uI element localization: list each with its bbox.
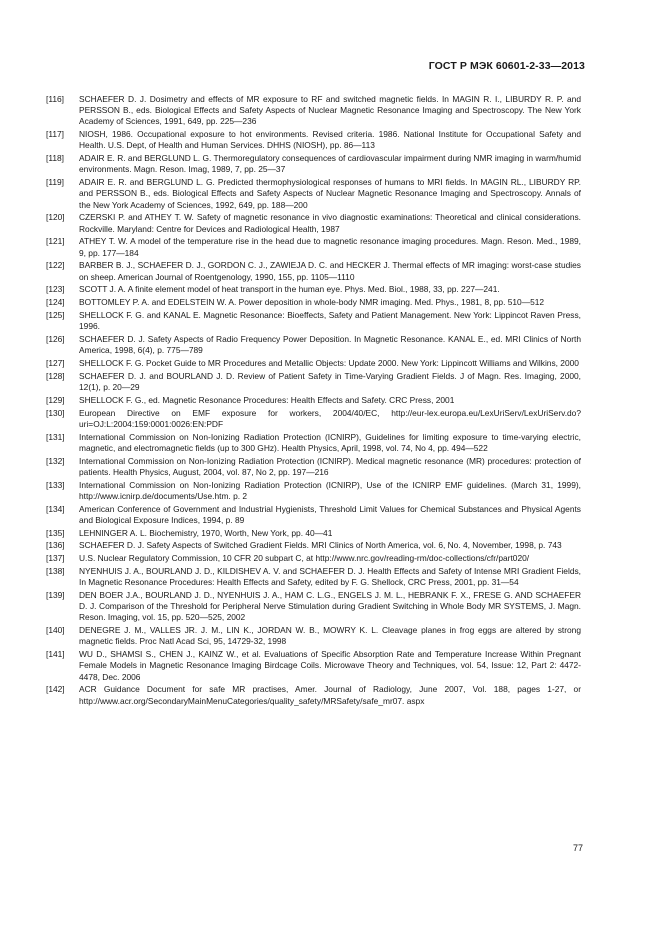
reference-number: [129] xyxy=(46,394,65,405)
reference-text: SCHAEFER D. J. Safety Aspects of Radio Frequency Power Deposition. In Magnetic Resonance. KANAL E., ed. MRI Clinics of North America, 1998, 6(4), p. 775—789 xyxy=(79,334,581,356)
reference-number: [120] xyxy=(46,212,65,223)
reference-text: ATHEY T. W. A model of the temperature rise in the head due to magnetic resonance imaging procedures. Magn. Reson. Med., 1989, 9, pp. 177—184 xyxy=(79,236,581,258)
reference-number: [138] xyxy=(46,565,65,576)
reference-item xyxy=(46,284,581,295)
document-header: ГОСТ Р МЭК 60601-2-33—2013 xyxy=(428,60,585,72)
reference-number: [118] xyxy=(46,153,65,164)
reference-item xyxy=(46,236,581,258)
reference-text: SCHAEFER D. J. and BOURLAND J. D. Review of Patient Safety in Time-Varying Gradient Fields. J of Magn. Res. Imaging, 2000, 12(1), p. 20—29 xyxy=(79,370,581,392)
reference-text: LEHNINGER A. L. Biochemistry, 1970, Worth, New York, pp. 40—41 xyxy=(79,527,333,538)
reference-text: ACR Guidance Document for safe MR practises, Amer. Journal of Radiology, June 2007, Vol. 188, pages 1-27, or http://www.acr.org/SecondaryMainMenuCategories/quality_safety/MRSafety/safe_mr07. aspx xyxy=(79,684,581,706)
reference-number: [119] xyxy=(46,177,65,188)
reference-number: [128] xyxy=(46,370,65,381)
reference-text: International Commission on Non-Ionizing Radiation Protection (ICNIRP), Guidelines for limiting exposure to time-varying electric, magnetic, and electromagnetic fields (up to 300 GHz). Health Physics, April, 1998, vol. 74, No 4, pp. 494—522 xyxy=(79,431,581,453)
reference-item xyxy=(46,553,581,564)
reference-number: [127] xyxy=(46,358,65,368)
reference-item xyxy=(46,504,581,526)
reference-number: [121] xyxy=(46,236,65,247)
reference-text: European Directive on EMF exposure for workers, 2004/40/EC, http://eur-lex.europa.eu/LexUriServ/LexUriServ.do?uri=OJ:L:2004:159:0001:0026:EN:PDF xyxy=(79,407,581,429)
reference-item xyxy=(46,129,581,151)
reference-text: CZERSKI P. and ATHEY T. W. Safety of magnetic resonance in vivo diagnostic examinations: Theoretical and clinical considerations. Rockville. Maryland: Centre for Devices and Radiological Health, 1987 xyxy=(79,212,581,234)
reference-number: [131] xyxy=(46,431,65,442)
reference-item xyxy=(46,625,581,647)
reference-item xyxy=(46,395,581,406)
reference-number: [124] xyxy=(46,297,65,308)
reference-number: [140] xyxy=(46,625,65,636)
reference-number: [125] xyxy=(46,310,65,320)
reference-number: [132] xyxy=(46,455,65,466)
reference-item xyxy=(46,94,581,128)
reference-item xyxy=(46,297,581,308)
reference-item xyxy=(46,566,581,588)
reference-item xyxy=(46,590,581,624)
reference-item xyxy=(46,371,581,393)
reference-item xyxy=(46,456,581,478)
reference-text: SCHAEFER D. J. Safety Aspects of Switched Gradient Fields. MRI Clinics of North America, vol. 6, No. 4, November, 1998, p. 743 xyxy=(79,540,562,551)
reference-text: NYENHUIS J. A., BOURLAND J. D., KILDISHEV A. V. and SCHAEFER D. J. Health Effects and Safety of Intense MRI Gradient Fields, In Magnetic Resonance Procedures: Health Effects and Safety, edited by F. G. Shellock, CRC Press, 2001, pp. 31—54 xyxy=(79,565,581,588)
reference-item xyxy=(46,408,581,430)
reference-number: [130] xyxy=(46,407,65,418)
reference-text: SCHAEFER D. J. Dosimetry and effects of MR exposure to RF and switched magnetic fields. In MAGIN R. I., LIBURDY R. P. and PERSSON B., eds. Biological Effects and Safety Aspects of Nuclear Magnetic Resonance Imaging and Spectroscopy. The New York Academy of Sciences, 1991, 649, pp. 225—236 xyxy=(79,94,581,127)
page-number: 77 xyxy=(572,843,583,853)
reference-text: BOTTOMLEY P. A. and EDELSTEIN W. A. Power deposition in whole-body NMR imaging. Med. Phys., 1981, 8, pp. 510—512 xyxy=(79,297,545,308)
reference-number: [123] xyxy=(46,284,65,295)
reference-number: [122] xyxy=(46,260,65,271)
reference-item xyxy=(46,528,581,539)
reference-number: [141] xyxy=(46,649,65,660)
reference-number: [136] xyxy=(46,540,65,551)
reference-number: [117] xyxy=(46,129,65,140)
reference-item xyxy=(46,153,581,175)
reference-number: [133] xyxy=(46,479,65,490)
reference-text: SHELLOCK F. G. Pocket Guide to MR Procedures and Metallic Objects: Update 2000. New York: Lippincott Williams and Wilkins, 2000 xyxy=(79,358,579,368)
reference-item xyxy=(46,260,581,282)
reference-item xyxy=(46,212,581,234)
reference-number: [135] xyxy=(46,527,65,538)
reference-text: American Conference of Government and Industrial Hygienists, Threshold Limit Values for Chemical Substances and Physical Agents and Biological Exposure Indices, 1994, p. 89 xyxy=(79,503,581,525)
reference-number: [142] xyxy=(46,684,65,695)
reference-list xyxy=(46,94,581,708)
reference-item xyxy=(46,358,581,369)
reference-text: NIOSH, 1986. Occupational exposure to hot environments. Revised criteria. 1986. National Institute for Occupational Safety and Health. U.S. Dept, of Health and Human Services. DHHS (NIOSH), pp. 86—113 xyxy=(79,129,581,151)
reference-number: [134] xyxy=(46,503,65,514)
reference-text: SHELLOCK F. G., ed. Magnetic Resonance Procedures: Health Effects and Safety. CRC Press, 2001 xyxy=(79,394,455,405)
reference-text: International Commission on Non-Ionizing Radiation Protection (ICNIRP). Medical magnetic resonance (MR) procedures: protection of patients. Health Physics, August, 2004, vol. 87, No 2, pp. 197—216 xyxy=(79,455,581,477)
reference-item xyxy=(46,649,581,683)
reference-text: WU D., SHAMSI S., CHEN J., KAINZ W., et al. Evaluations of Specific Absorption Rate and Temperature Increase Within Pregnant Female Models in Magnetic Resonance Imaging Birdcage Coils. Microwave Theory and Techniques, vol. 54, Issue: 12, Part 2: 4472-4478, Dec. 2006 xyxy=(79,649,581,682)
reference-text: U.S. Nuclear Regulatory Commission, 10 CFR 20 subpart C, at http://www.nrc.gov/reading-rm/doc-collections/cfr/part020/ xyxy=(79,553,530,564)
reference-text: BARBER B. J., SCHAEFER D. J., GORDON C. J., ZAWIEJA D. C. and HECKER J. Thermal effects of MR imaging: worst-case studies on sheep. American Journal of Roentgenology, 1990, 155, pp. 1105—1110 xyxy=(79,260,581,282)
reference-text: ADAIR E. R. and BERGLUND L. G. Thermoregulatory consequences of cardiovascular impairment during NMR imaging in warm/humid environments. Magn. Reson. Imag, 1989, 7, pp. 25—37 xyxy=(79,153,581,175)
reference-text: SCOTT J. A. A finite element model of heat transport in the human eye. Phys. Med. Biol., 1988, 33, pp. 227—241. xyxy=(79,284,500,295)
reference-number: [139] xyxy=(46,589,65,600)
reference-text: International Commission on Non-Ionizing Radiation Protection (ICNIRP), Use of the ICNIRP EMF guidelines. (March 31, 1999), http://www.icnirp.de/documents/Use.htm. p. 2 xyxy=(79,479,581,501)
reference-item xyxy=(46,177,581,211)
reference-number: [137] xyxy=(46,553,65,564)
reference-text: DENEGRE J. M., VALLES JR. J. M., LIN K., JORDAN W. B., MOWRY K. L. Cleavage planes in frog eggs are altered by strong magnetic fields. Proc Natl Acad Sci, 95, 14729-32, 1998 xyxy=(79,625,581,647)
reference-item xyxy=(46,432,581,454)
reference-item xyxy=(46,310,581,332)
reference-item xyxy=(46,684,581,706)
reference-item xyxy=(46,334,581,356)
reference-item xyxy=(46,540,581,551)
reference-text: SHELLOCK F. G. and KANAL E. Magnetic Resonance: Bioeffects, Safety and Patient Management. New York: Lippincot Raven Press, 1996. xyxy=(79,310,581,332)
reference-text: DEN BOER J.A., BOURLAND J. D., NYENHUIS J. A., HAM C. L.G., ENGELS J. M. L., HEBRANK F. X., FRESE G. AND SCHAEFER D. J. Comparison of the Threshold for Peripheral Nerve Stimulation during Gradient Switching in Whole Body MR SYSTEMS, J. Magn. Reson. Imaging, vol. 15, pp. 520—525, 2002 xyxy=(79,589,581,623)
reference-number: [116] xyxy=(46,94,65,104)
reference-text: ADAIR E. R. and BERGLUND L. G. Predicted thermophysiological responses of humans to MRI fields. In MAGIN RL., LIBURDY RP. and PERSSON B., eds. Biological Effects and Safety Aspects of Nuclear Magnetic Resonance Imaging and Spectroscopy. Annals of the New York Academy of Sciences, 1992, 649, pp. 188—200 xyxy=(79,177,581,210)
reference-number: [126] xyxy=(46,334,65,344)
reference-item xyxy=(46,480,581,502)
